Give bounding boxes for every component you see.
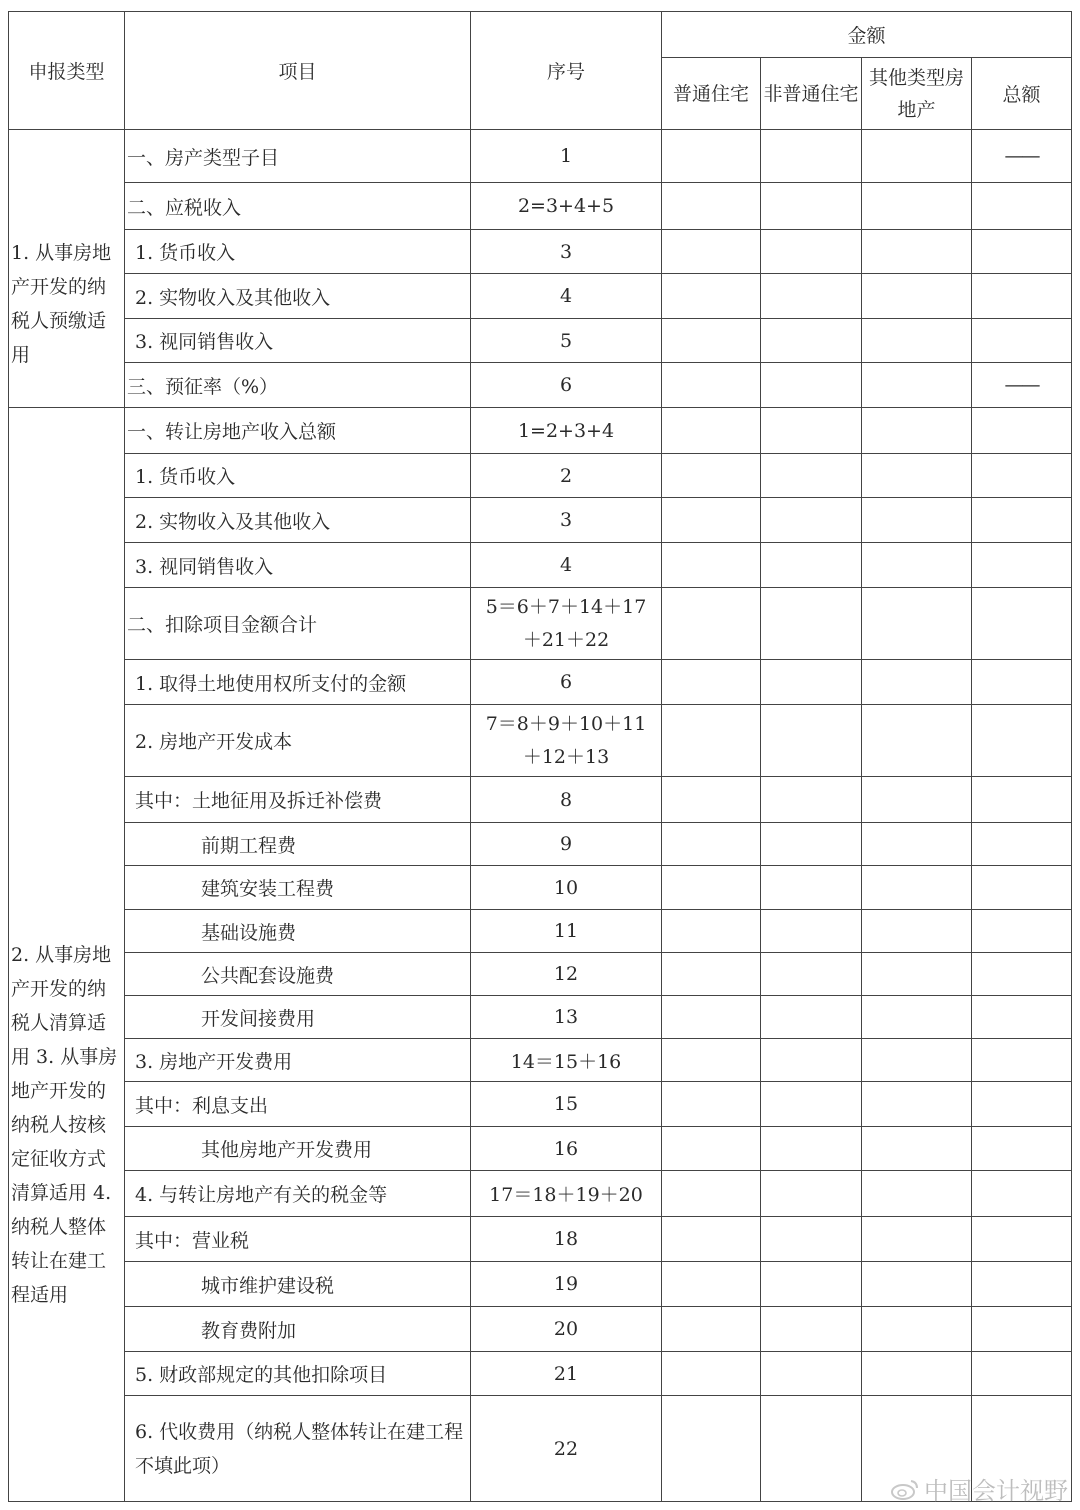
seq-cell: 15: [471, 1082, 662, 1127]
amount-cell[interactable]: [972, 408, 1072, 454]
amount-cell[interactable]: [761, 1262, 862, 1307]
amount-cell[interactable]: [662, 1307, 761, 1352]
amount-cell[interactable]: [662, 319, 761, 363]
item-cell: 2. 实物收入及其他收入: [125, 274, 471, 319]
header-col-ordinary: 普通住宅: [662, 58, 761, 130]
amount-cell[interactable]: [761, 823, 862, 866]
amount-cell[interactable]: [862, 454, 972, 498]
seq-cell: 6: [471, 660, 662, 705]
header-amount: 金额: [662, 12, 1072, 58]
item-cell: 前期工程费: [125, 823, 471, 866]
amount-cell[interactable]: [662, 705, 761, 777]
amount-cell[interactable]: [662, 823, 761, 866]
amount-cell[interactable]: [761, 1127, 862, 1171]
item-cell: 2. 房地产开发成本: [125, 705, 471, 777]
amount-cell[interactable]: [761, 454, 862, 498]
amount-cell[interactable]: [761, 274, 862, 319]
seq-cell: 11: [471, 910, 662, 953]
amount-cell[interactable]: [862, 823, 972, 866]
amount-cell[interactable]: [862, 1171, 972, 1217]
item-cell: 1. 取得土地使用权所支付的金额: [125, 660, 471, 705]
item-cell: 其他房地产开发费用: [125, 1127, 471, 1171]
watermark-text: 中国会计视野: [924, 1477, 1068, 1505]
section2-type: 2. 从事房地产开发的纳税人清算适用 3. 从事房地产开发的纳税人按核定征收方式清算适用 4. 纳税人整体转让在建工程适用: [9, 408, 125, 1502]
amount-cell[interactable]: [862, 1307, 972, 1352]
item-cell: 公共配套设施费: [125, 953, 471, 996]
item-cell: 3. 视同销售收入: [125, 543, 471, 588]
amount-cell[interactable]: [972, 996, 1072, 1039]
item-cell: 一、房产类型子目: [125, 130, 471, 183]
amount-cell[interactable]: [972, 910, 1072, 953]
amount-cell[interactable]: [972, 1127, 1072, 1171]
amount-cell[interactable]: [761, 1396, 862, 1502]
amount-cell[interactable]: [662, 408, 761, 454]
amount-cell[interactable]: [662, 866, 761, 910]
item-cell: 建筑安装工程费: [125, 866, 471, 910]
amount-cell[interactable]: [972, 454, 1072, 498]
amount-cell[interactable]: [862, 274, 972, 319]
seq-cell: 5＝6＋7＋14＋17＋21＋22: [471, 588, 662, 660]
amount-cell[interactable]: [761, 363, 862, 408]
seq-cell: 20: [471, 1307, 662, 1352]
amount-cell[interactable]: [972, 588, 1072, 660]
seq-cell: 17＝18＋19＋20: [471, 1171, 662, 1217]
amount-cell[interactable]: [761, 1352, 862, 1396]
amount-cell[interactable]: [761, 1039, 862, 1082]
amount-cell[interactable]: [662, 183, 761, 230]
total-cell: ——: [972, 363, 1072, 408]
amount-cell[interactable]: [662, 996, 761, 1039]
amount-cell[interactable]: [761, 705, 862, 777]
amount-cell[interactable]: [862, 230, 972, 274]
seq-cell: 4: [471, 543, 662, 588]
seq-cell: 5: [471, 319, 662, 363]
amount-cell[interactable]: [972, 1217, 1072, 1262]
total-cell: ——: [972, 130, 1072, 183]
amount-cell[interactable]: [972, 777, 1072, 823]
amount-cell[interactable]: [862, 1262, 972, 1307]
amount-cell[interactable]: [972, 1039, 1072, 1082]
seq-cell: 2=3+4+5: [471, 183, 662, 230]
header-col-total: 总额: [972, 58, 1072, 130]
amount-cell[interactable]: [761, 1082, 862, 1127]
amount-cell[interactable]: [972, 498, 1072, 543]
amount-cell[interactable]: [972, 660, 1072, 705]
amount-cell[interactable]: [862, 953, 972, 996]
amount-cell[interactable]: [761, 130, 862, 183]
item-cell: 4. 与转让房地产有关的税金等: [125, 1171, 471, 1217]
item-cell: 其中：利息支出: [125, 1082, 471, 1127]
amount-cell[interactable]: [761, 1307, 862, 1352]
amount-cell[interactable]: [662, 1171, 761, 1217]
seq-cell: 18: [471, 1217, 662, 1262]
amount-cell[interactable]: [662, 274, 761, 319]
amount-cell[interactable]: [662, 1127, 761, 1171]
amount-cell[interactable]: [761, 660, 862, 705]
amount-cell[interactable]: [662, 230, 761, 274]
seq-cell: 3: [471, 230, 662, 274]
amount-cell[interactable]: [761, 588, 862, 660]
amount-cell[interactable]: [862, 363, 972, 408]
amount-cell[interactable]: [662, 363, 761, 408]
seq-cell: 4: [471, 274, 662, 319]
amount-cell[interactable]: [862, 1082, 972, 1127]
amount-cell[interactable]: [862, 183, 972, 230]
amount-cell[interactable]: [862, 1217, 972, 1262]
amount-cell[interactable]: [761, 408, 862, 454]
amount-cell[interactable]: [662, 588, 761, 660]
item-cell: 开发间接费用: [125, 996, 471, 1039]
amount-cell[interactable]: [761, 230, 862, 274]
amount-cell[interactable]: [862, 866, 972, 910]
item-cell: 2. 实物收入及其他收入: [125, 498, 471, 543]
amount-cell[interactable]: [862, 1127, 972, 1171]
total-cell[interactable]: [972, 183, 1072, 230]
item-cell: 基础设施费: [125, 910, 471, 953]
amount-cell[interactable]: [761, 183, 862, 230]
amount-cell[interactable]: [662, 777, 761, 823]
total-cell[interactable]: [972, 230, 1072, 274]
item-cell: 3. 视同销售收入: [125, 319, 471, 363]
amount-cell[interactable]: [862, 996, 972, 1039]
amount-cell[interactable]: [662, 1082, 761, 1127]
header-item: 项目: [125, 12, 471, 130]
item-cell: 6. 代收费用（纳税人整体转让在建工程不填此项）: [125, 1396, 471, 1502]
amount-cell[interactable]: [972, 953, 1072, 996]
amount-cell[interactable]: [662, 1262, 761, 1307]
amount-cell[interactable]: [761, 1171, 862, 1217]
amount-cell[interactable]: [761, 866, 862, 910]
amount-cell[interactable]: [862, 910, 972, 953]
total-cell[interactable]: [972, 274, 1072, 319]
seq-cell: 6: [471, 363, 662, 408]
item-cell: 二、应税收入: [125, 183, 471, 230]
seq-cell: 7＝8＋9＋10＋11＋12＋13: [471, 705, 662, 777]
item-cell: 1. 货币收入: [125, 230, 471, 274]
amount-cell[interactable]: [862, 588, 972, 660]
amount-cell[interactable]: [972, 1082, 1072, 1127]
header-seq: 序号: [471, 12, 662, 130]
amount-cell[interactable]: [662, 130, 761, 183]
item-cell: 一、转让房地产收入总额: [125, 408, 471, 454]
amount-cell[interactable]: [972, 1307, 1072, 1352]
item-cell: 二、扣除项目金额合计: [125, 588, 471, 660]
item-cell: 其中：土地征用及拆迁补偿费: [125, 777, 471, 823]
item-cell: 三、预征率（%）: [125, 363, 471, 408]
amount-cell[interactable]: [761, 1217, 862, 1262]
amount-cell[interactable]: [761, 777, 862, 823]
amount-cell[interactable]: [662, 498, 761, 543]
seq-cell: 16: [471, 1127, 662, 1171]
amount-cell[interactable]: [662, 543, 761, 588]
amount-cell[interactable]: [862, 543, 972, 588]
amount-cell[interactable]: [662, 1396, 761, 1502]
item-cell: 5. 财政部规定的其他扣除项目: [125, 1352, 471, 1396]
amount-cell[interactable]: [662, 1039, 761, 1082]
seq-cell: 21: [471, 1352, 662, 1396]
amount-cell[interactable]: [862, 705, 972, 777]
amount-cell[interactable]: [761, 498, 862, 543]
amount-cell[interactable]: [662, 953, 761, 996]
header-col-other: 其他类型房地产: [862, 58, 972, 130]
amount-cell[interactable]: [972, 543, 1072, 588]
amount-cell[interactable]: [972, 705, 1072, 777]
seq-cell: 22: [471, 1396, 662, 1502]
amount-cell[interactable]: [761, 910, 862, 953]
amount-cell[interactable]: [761, 543, 862, 588]
seq-cell: 8: [471, 777, 662, 823]
amount-cell[interactable]: [662, 1352, 761, 1396]
seq-cell: 13: [471, 996, 662, 1039]
amount-cell[interactable]: [662, 454, 761, 498]
item-cell: 教育费附加: [125, 1307, 471, 1352]
amount-cell[interactable]: [972, 1171, 1072, 1217]
watermark: [890, 1471, 1068, 1506]
item-cell: 其中：营业税: [125, 1217, 471, 1262]
amount-cell[interactable]: [662, 1217, 761, 1262]
seq-cell: 3: [471, 498, 662, 543]
amount-cell[interactable]: [862, 660, 972, 705]
header-type: 申报类型: [9, 12, 125, 130]
amount-cell[interactable]: [761, 953, 862, 996]
tax-declaration-table: [8, 11, 1072, 1502]
item-cell: 1. 货币收入: [125, 454, 471, 498]
header-col-nonordinary: 非普通住宅: [761, 58, 862, 130]
amount-cell[interactable]: [862, 1352, 972, 1396]
amount-cell[interactable]: [662, 660, 761, 705]
item-cell: 城市维护建设税: [125, 1262, 471, 1307]
total-cell[interactable]: [972, 319, 1072, 363]
amount-cell[interactable]: [662, 910, 761, 953]
amount-cell[interactable]: [761, 319, 862, 363]
amount-cell[interactable]: [972, 1262, 1072, 1307]
amount-cell[interactable]: [972, 823, 1072, 866]
seq-cell: 1: [471, 130, 662, 183]
seq-cell: 1=2+3+4: [471, 408, 662, 454]
amount-cell[interactable]: [972, 866, 1072, 910]
section1-type: 1. 从事房地产开发的纳税人预缴适用: [9, 130, 125, 408]
amount-cell[interactable]: [862, 130, 972, 183]
weibo-icon: [890, 1477, 920, 1501]
seq-cell: 9: [471, 823, 662, 866]
seq-cell: 12: [471, 953, 662, 996]
amount-cell[interactable]: [862, 319, 972, 363]
amount-cell[interactable]: [862, 777, 972, 823]
amount-cell[interactable]: [862, 408, 972, 454]
seq-cell: 19: [471, 1262, 662, 1307]
seq-cell: 2: [471, 454, 662, 498]
seq-cell: 10: [471, 866, 662, 910]
seq-cell: 14＝15＋16: [471, 1039, 662, 1082]
amount-cell[interactable]: [862, 1039, 972, 1082]
amount-cell[interactable]: [972, 1352, 1072, 1396]
amount-cell[interactable]: [862, 498, 972, 543]
amount-cell[interactable]: [761, 996, 862, 1039]
item-cell: 3. 房地产开发费用: [125, 1039, 471, 1082]
